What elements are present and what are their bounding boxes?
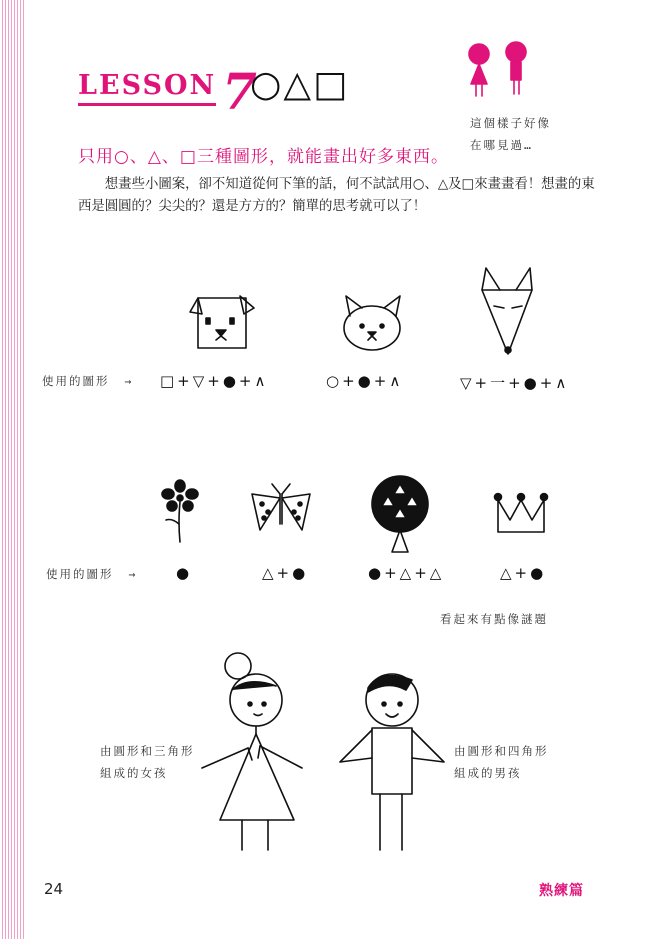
subtitle: 只用○、△、□三種圖形，就能畫出好多東西。 bbox=[78, 147, 449, 167]
row1-arrow-icon: → bbox=[124, 374, 134, 388]
note-top-line-1: 這個樣子好像 bbox=[470, 116, 551, 130]
flower-drawing bbox=[158, 478, 202, 544]
boy-note bbox=[454, 740, 549, 784]
note-top-line-2: 在哪見過… bbox=[470, 138, 533, 152]
lesson-word: LESSON bbox=[78, 70, 216, 106]
row1-label bbox=[42, 370, 133, 392]
row1-label-text: 使用的圖形 bbox=[42, 374, 110, 388]
row2-formula-tree: ●+△+△ bbox=[368, 564, 445, 582]
boy-note-line-2: 組成的男孩 bbox=[454, 766, 522, 780]
row2-formula-crown: △+● bbox=[500, 564, 547, 582]
girl-note-line-1: 由圓形和三角形 bbox=[100, 744, 195, 758]
row2-note: 看起來有點像謎題 bbox=[440, 612, 548, 626]
lesson-heading bbox=[78, 62, 259, 121]
row1-formula-fox: ▽+一+●+∧ bbox=[460, 374, 570, 392]
girl-note bbox=[100, 740, 195, 784]
girl-drawing bbox=[198, 650, 308, 855]
cat-drawing bbox=[338, 294, 408, 356]
intro-text: 想畫些小圖案，卻不知道從何下筆的話，何不試試用○、△及□來畫畫看！想畫的東西是圓圓的？尖尖的？還是方方的？簡單的思考就可以了！ bbox=[78, 177, 595, 214]
row2-formula-butterfly: △+● bbox=[262, 564, 309, 582]
row2-label-text: 使用的圖形 bbox=[46, 567, 114, 581]
fox-drawing bbox=[478, 266, 540, 358]
row2-label bbox=[46, 563, 137, 585]
tree-drawing bbox=[366, 476, 436, 556]
row2-arrow-icon: → bbox=[128, 567, 138, 581]
pink-couple-icon bbox=[462, 40, 532, 100]
boy-drawing bbox=[336, 666, 448, 856]
intro-paragraph bbox=[78, 174, 598, 218]
shapes-title: ○△□ bbox=[250, 64, 350, 105]
butterfly-drawing bbox=[250, 484, 312, 542]
page-edge-stripes bbox=[0, 0, 26, 939]
section-title: 熟練篇 bbox=[539, 883, 584, 899]
row2-formula-flower: ● bbox=[176, 564, 193, 582]
row1-formula-dog: □+▽+●+∧ bbox=[160, 372, 269, 390]
crown-drawing bbox=[494, 492, 548, 536]
dog-drawing bbox=[188, 290, 258, 360]
note-top bbox=[470, 112, 551, 156]
boy-note-line-1: 由圓形和四角形 bbox=[454, 744, 549, 758]
row1-formula-cat: ○+●+∧ bbox=[326, 372, 404, 390]
girl-note-line-2: 組成的女孩 bbox=[100, 766, 168, 780]
page-number: 24 bbox=[44, 880, 64, 898]
lesson-number: 7 bbox=[222, 62, 259, 121]
